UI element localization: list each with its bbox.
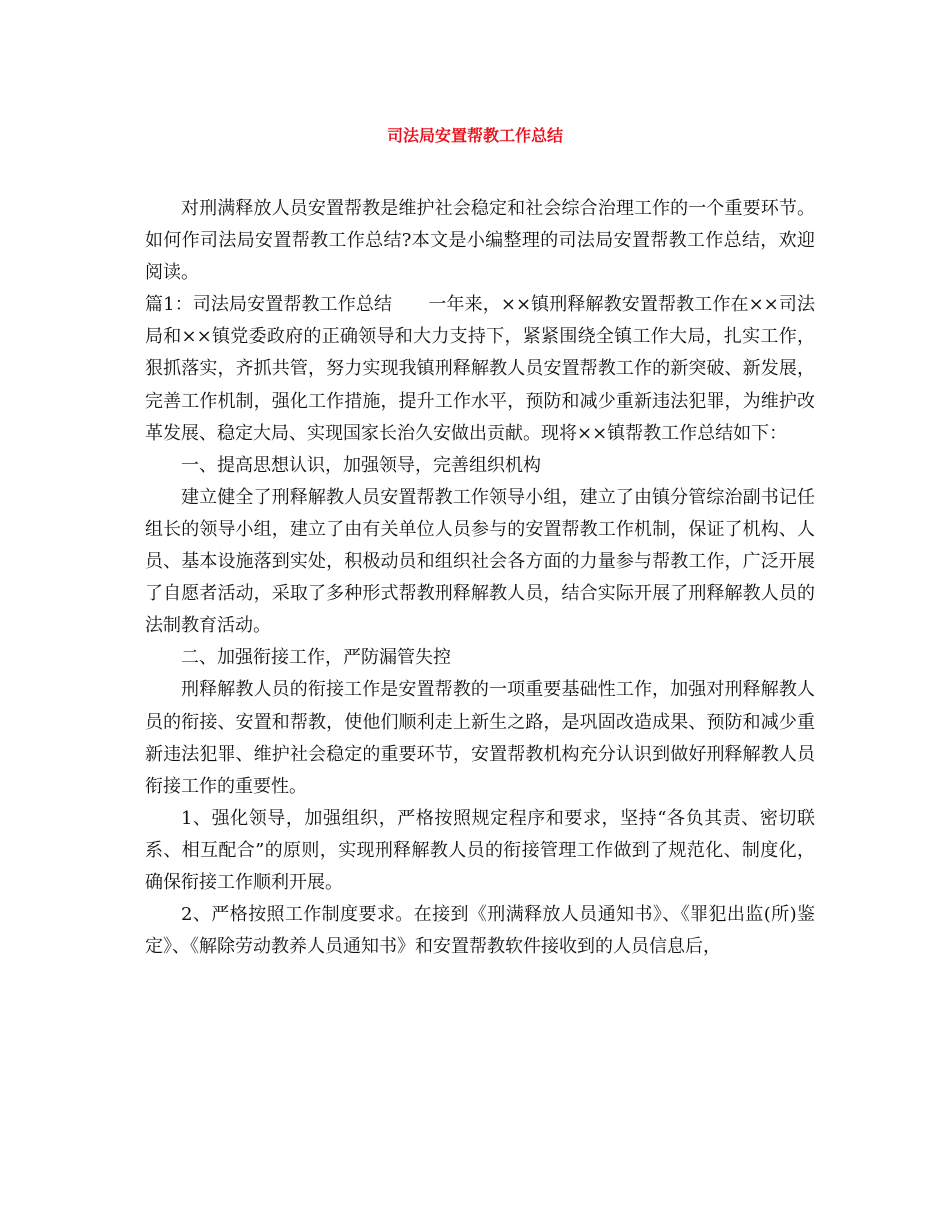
intro-paragraph: 对刑满释放人员安置帮教是维护社会稳定和社会综合治理工作的一个重要环节。如何作司法局安置帮教工作总结?本文是小编整理的司法局安置帮教工作总结，欢迎阅读。 (145, 198, 815, 284)
article-one-paragraph: 篇1：司法局安置帮教工作总结 一年来，××镇刑释解教安置帮教工作在××司法局和××镇党委政府的正确领导和大力支持下，紧紧围绕全镇工作大局，扎实工作，狠抓落实，齐抓共管，努力实现我镇刑释解教人员安置帮教工作的新突破、新发展，完善工作机制，强化工作措施，提升工作水平，预防和减少重新违法犯罪，为维护改革发展、稳定大局、实现国家长治久安做出贡献。现将××镇帮教工作总结如下： (145, 294, 815, 444)
section-one-paragraph: 建立健全了刑释解教人员安置帮教工作领导小组，建立了由镇分管综治副书记任组长的领导小组，建立了由有关单位人员参与的安置帮教工作机制，保证了机构、人员、基本设施落到实处，积极动员和组织社会各方面的力量参与帮教工作，广泛开展了自愿者活动，采取了多种形式帮教刑释解教人员，结合实际开展了刑释解教人员的法制教育活动。 (145, 486, 815, 637)
section-heading-one: 一、提高思想认识，加强领导，完善组织机构 (181, 454, 541, 476)
section-heading-two: 二、加强衔接工作，严防漏管失控 (181, 647, 451, 669)
list-item-one: 1、强化领导，加强组织，严格按照规定程序和要求，坚持“各负其责、密切联系、相互配合”的原则，实现刑释解教人员的衔接管理工作做到了规范化、制度化，确保衔接工作顺利开展。 (145, 807, 815, 893)
document-body (145, 193, 815, 963)
section-two-paragraph: 刑释解教人员的衔接工作是安置帮教的一项重要基础性工作，加强对刑释解教人员的衔接、安置和帮教，使他们顺利走上新生之路，是巩固改造成果、预防和减少重新违法犯罪、维护社会稳定的重要环节，安置帮教机构充分认识到做好刑释解教人员衔接工作的重要性。 (145, 679, 815, 797)
document-title: 司法局安置帮教工作总结 (386, 126, 563, 145)
list-item-two: 2、严格按照工作制度要求。在接到《刑满释放人员通知书》、《罪犯出监(所)鉴定》、《解除劳动教养人员通知书》和安置帮教软件接收到的人员信息后， (145, 904, 815, 958)
